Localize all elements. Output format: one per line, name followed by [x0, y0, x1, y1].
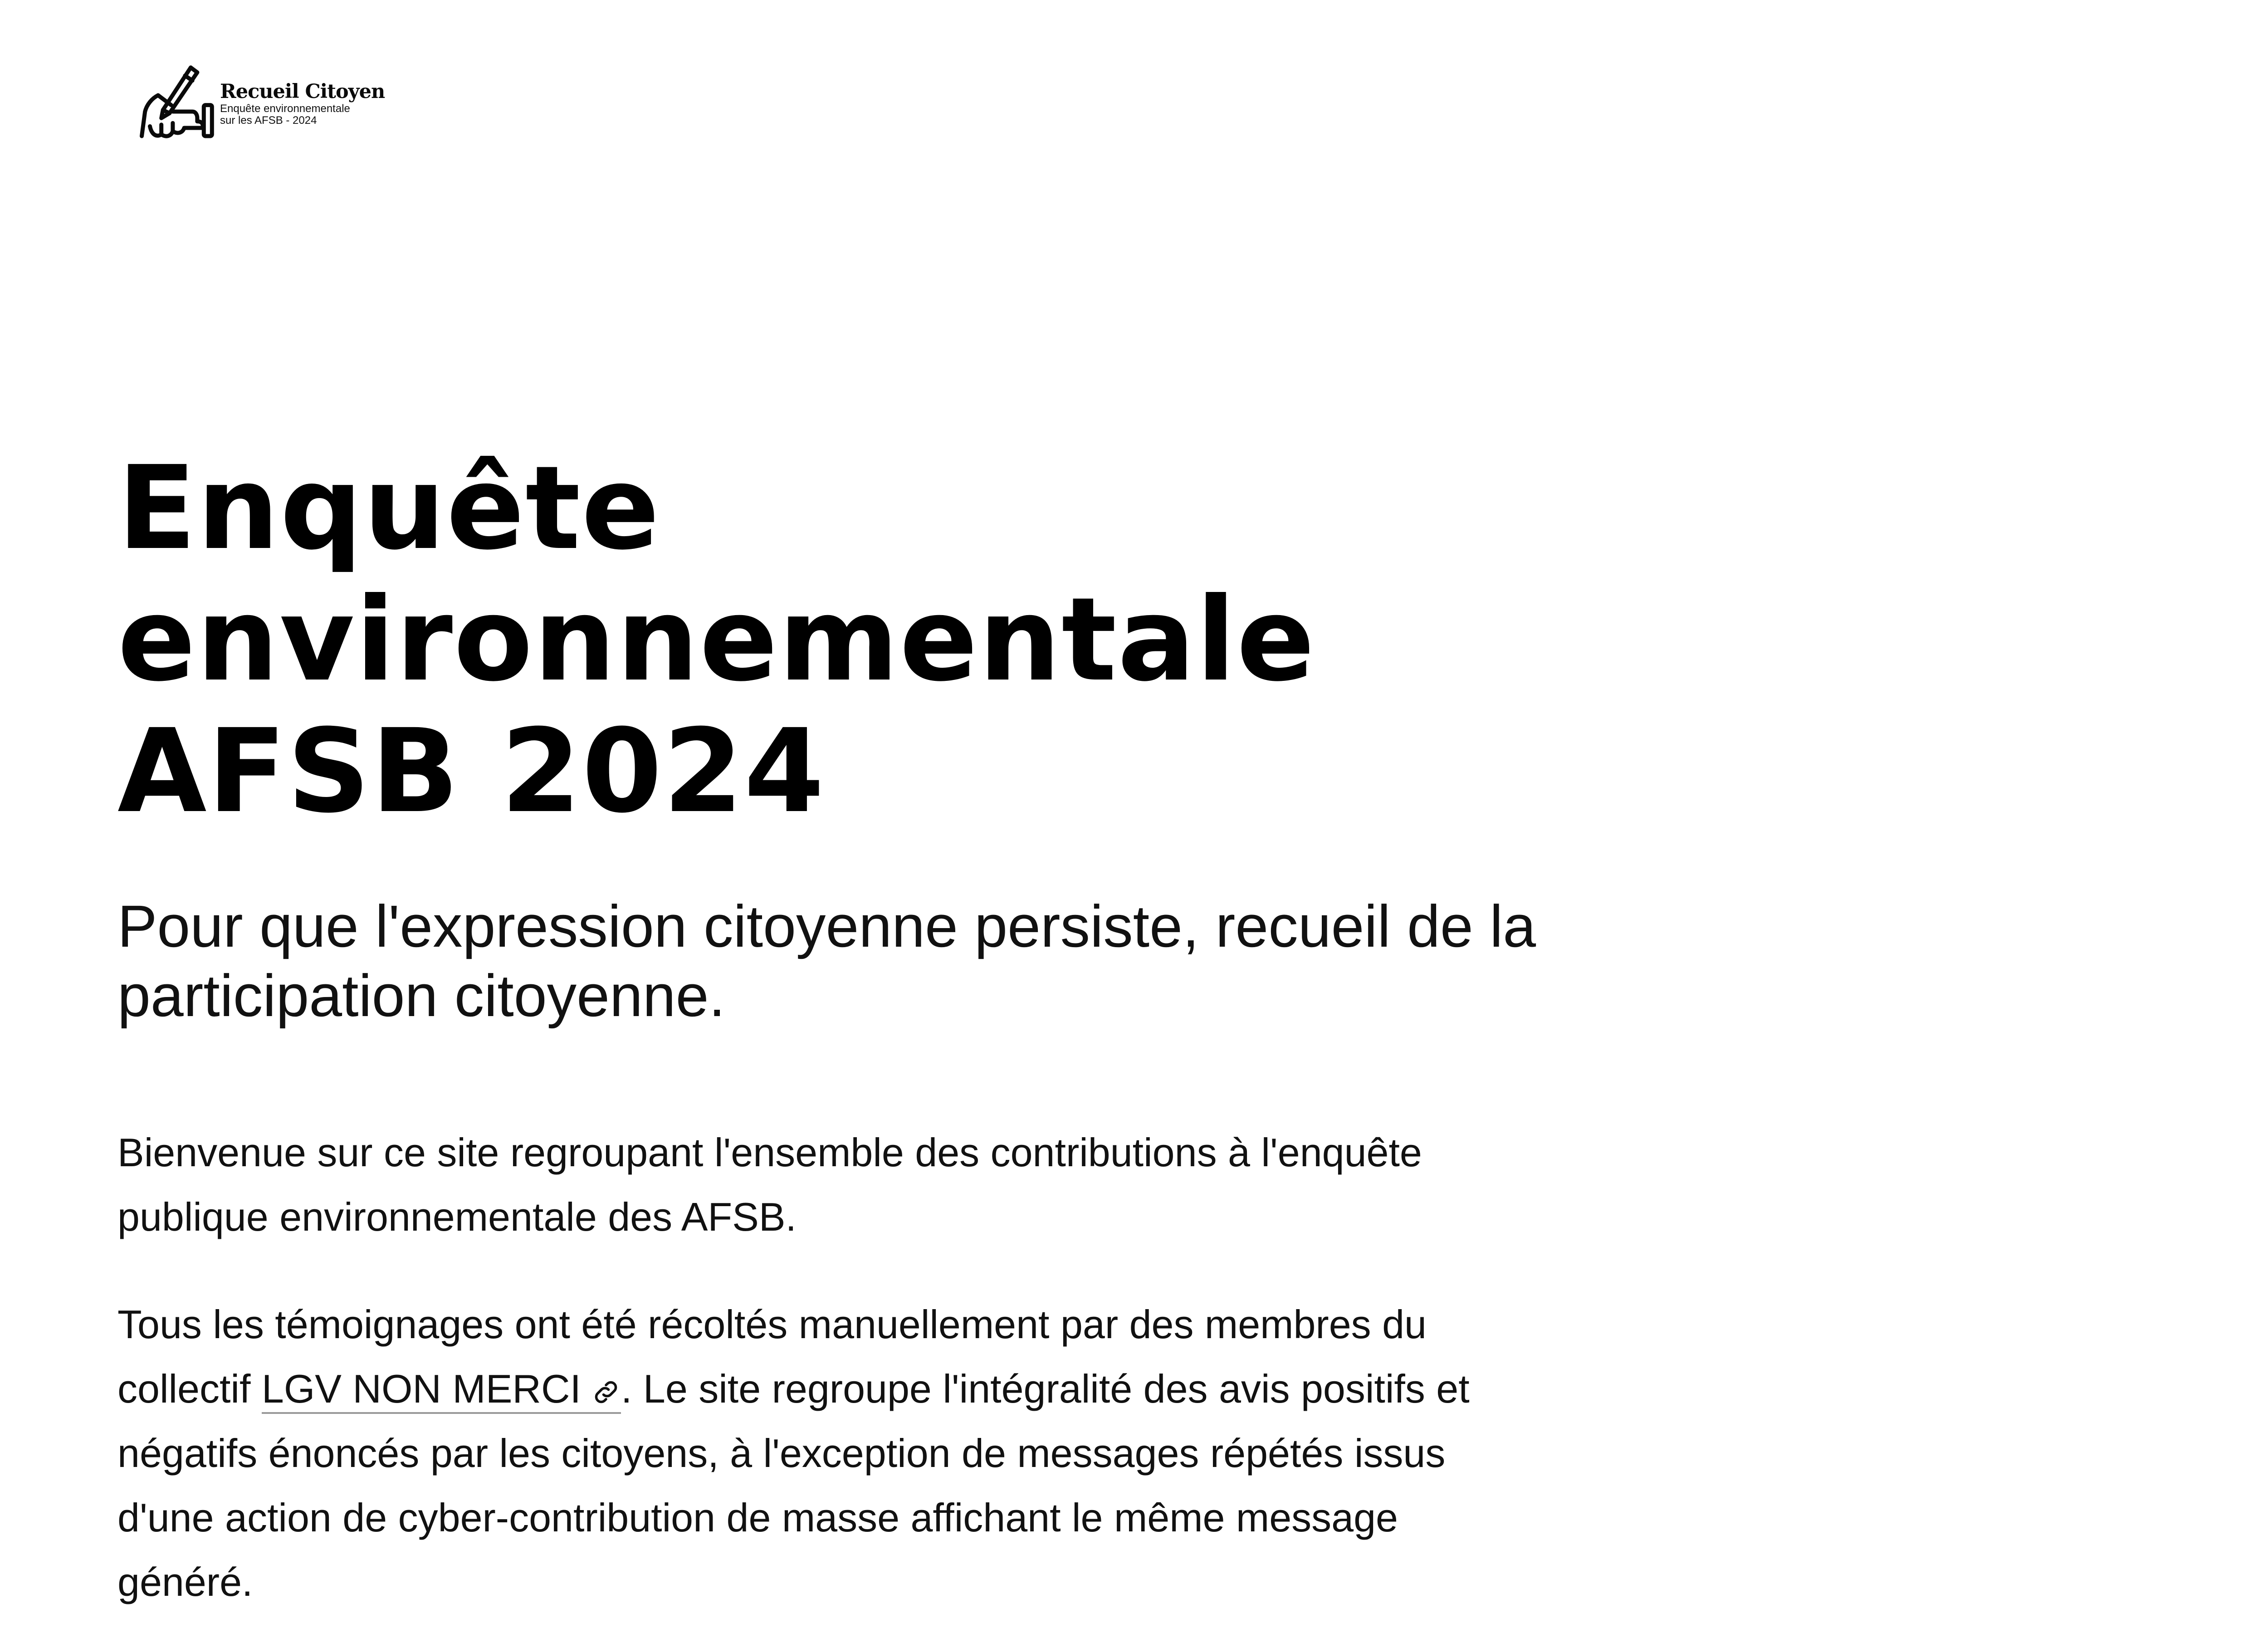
collection-paragraph: [117, 1292, 1478, 1614]
intro-paragraph: Bienvenue sur ce site regroupant l'ensemble des contributions à l'enquête publique environnementale des AFSB.: [117, 1130, 1422, 1239]
collection-text-after: . Le site regroupe l'intégralité des avis positifs et négatifs énoncés par les citoyens, à l'exception de messages répétés issus d'une action de cyber-contribution de masse affichant le même message généré.: [117, 1366, 1470, 1604]
site-header: [0, 0, 2268, 209]
main-content: [117, 1120, 1478, 1614]
collection-text-before: Tous les témoignages ont été récoltés manuellement par des membres du collectif: [117, 1302, 1427, 1411]
logo-text: [220, 80, 385, 127]
hero: [117, 442, 1887, 1030]
external-link-icon: [591, 1377, 621, 1407]
page-title-line1: Enquête environnementale: [117, 441, 1316, 707]
site-logo[interactable]: [132, 63, 385, 144]
logo-subtitle-line1: Enquête environnementale: [220, 103, 350, 115]
lgv-non-merci-link[interactable]: [262, 1366, 621, 1414]
logo-subtitle-line2: sur les AFSB - 2024: [220, 114, 317, 127]
hand-writing-icon: [132, 63, 216, 144]
page-title-line2: AFSB 2024: [117, 704, 825, 838]
hero-subtitle: Pour que l'expression citoyenne persiste, recueil de la participation citoyenne.: [117, 893, 1536, 1029]
link-label: LGV NON MERCI: [261, 1366, 581, 1411]
logo-title: Recueil Citoyen: [220, 80, 385, 103]
page-title: [117, 442, 1887, 837]
